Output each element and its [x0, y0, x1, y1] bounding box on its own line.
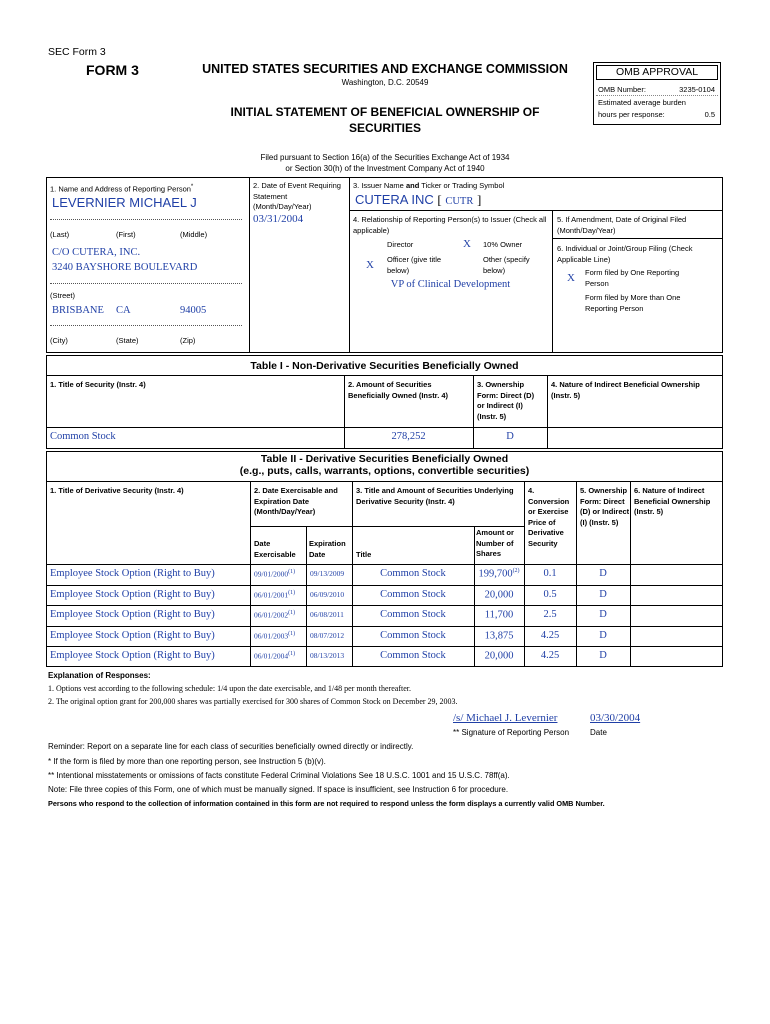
divider [552, 210, 553, 353]
divider [250, 526, 352, 527]
omb-hours: 0.5 [704, 110, 715, 119]
signature-label: ** Signature of Reporting Person [453, 728, 570, 737]
omb-hours-label: hours per response: [598, 110, 665, 119]
page-title: INITIAL STATEMENT OF BENEFICIAL OWNERSHIP OF SECURITIES [230, 105, 540, 135]
t2-form: D [599, 650, 607, 661]
t2-price: 2.5 [543, 609, 557, 620]
officer-label: Officer (give title below) [387, 255, 442, 275]
zip-value: 94005 [180, 305, 207, 316]
t2-underlying: Common Stock [380, 650, 446, 661]
t1-ownership-form: D [506, 431, 514, 442]
table2-title: Table II - Derivative Securities Beneficially Owned [260, 453, 509, 465]
omb-divider [596, 95, 718, 96]
t2-form: D [599, 630, 607, 641]
divider [46, 626, 723, 627]
divider [50, 325, 242, 326]
t2-col-conversion: 4. Conversion or Exercise Price of Derivative Security [528, 486, 570, 548]
city-label: (City) [50, 336, 68, 345]
t2-expiration: 08/07/2012 [310, 631, 345, 640]
t2-form: D [599, 609, 607, 620]
t2-title: Employee Stock Option (Right to Buy) [50, 609, 215, 620]
t2-col-date-exercisable: Date Exercisable [254, 539, 296, 559]
director-label: Director [387, 240, 414, 249]
officer-check: X [366, 259, 374, 271]
t2-title: Employee Stock Option (Right to Buy) [50, 630, 215, 641]
t2-shares: 20,000 [484, 650, 514, 662]
address-line2: 3240 BAYSHORE BOULEVARD [52, 262, 198, 273]
explanation-label: Explanation of Responses: [48, 671, 151, 680]
divider [547, 375, 548, 449]
divider [46, 605, 723, 606]
table2-subtitle: (e.g., puts, calls, warrants, options, convertible securities) [239, 465, 530, 477]
box5-label: 5. If Amendment, Date of Original Filed (Month/Day/Year) [557, 215, 687, 235]
t2-underlying: Common Stock [380, 589, 446, 600]
t2-exercisable: 06/01/2004$^{(1)}$ [254, 651, 296, 661]
t2-exercisable: 06/01/2002$^{(1)}$ [254, 610, 296, 620]
divider [46, 646, 723, 647]
event-date: 03/31/2004 [253, 213, 304, 225]
filing-more-label: Form filed by More than One Reporting Person [585, 293, 681, 313]
t1-amount: 278,252 [391, 431, 426, 442]
state-label: (State) [116, 336, 139, 345]
t2-shares: 13,875 [484, 630, 514, 642]
state-value: CA [116, 305, 131, 316]
t1-col-title: 1. Title of Security (Instr. 4) [50, 380, 146, 389]
last-label: (Last) [50, 230, 70, 239]
divider [250, 481, 251, 667]
t2-underlying: Common Stock [380, 609, 446, 620]
t2-expiration: 09/13/2009 [310, 569, 345, 578]
middle-label: (Middle) [180, 230, 208, 239]
commission-city: Washington, D.C. 20549 [341, 78, 429, 87]
omb-number-label: OMB Number: [598, 85, 646, 94]
t2-expiration: 08/13/2013 [310, 651, 345, 660]
street-label: (Street) [50, 291, 76, 300]
t2-shares: 199,700$^{(2)}$ [478, 568, 520, 580]
t1-col-amount: 2. Amount of Securities Beneficially Owned (Instr. 4) [348, 380, 449, 400]
t2-price: 0.1 [543, 568, 557, 579]
divider [50, 283, 242, 284]
box6-label: 6. Individual or Joint/Group Filing (Check Applicable Line) [557, 244, 693, 264]
t2-shares: 20,000 [484, 589, 514, 601]
t2-col-nature: 6. Nature of Indirect Beneficial Ownership (Instr. 5) [634, 486, 711, 516]
box3-label: 3. Issuer Name and Ticker or Trading Symbol [353, 181, 505, 190]
filing-one-label: Form filed by One Reporting Person [585, 268, 680, 288]
divider [630, 481, 631, 667]
other-label: Other (specify below) [483, 255, 530, 275]
t2-col-expiration: Expiration Date [309, 539, 346, 559]
t2-price: 4.25 [540, 630, 560, 641]
reminder-text: Reminder: Report on a separate line for each class of securities beneficially owned directly or indirectly. [48, 742, 414, 751]
t2-exercisable: 09/01/2000$^{(1)}$ [254, 569, 296, 579]
director-check: X [463, 238, 471, 250]
box1-label: 1. Name and Address of Reporting Person* [50, 184, 194, 194]
t2-underlying: Common Stock [380, 568, 446, 579]
t2-col-dates: 2. Date Exercisable and Expiration Date (Month/Day/Year) [254, 486, 338, 516]
t2-title: Employee Stock Option (Right to Buy) [50, 568, 215, 579]
instruction-b: ** Intentional misstatements or omissions of facts constitute Federal Criminal Violations See 18 U.S.C. 1001 and 15 U.S.C. 78ff(a). [48, 771, 510, 780]
t2-col-shares: Amount or Number of Shares [476, 528, 514, 558]
first-label: (First) [116, 230, 136, 239]
t2-col-underlying-title: Title [356, 550, 372, 559]
filing-one-check: X [567, 272, 575, 284]
box2-label: 2. Date of Event Requiring Statement (Month/Day/Year) [253, 181, 341, 211]
t2-exercisable: 06/01/2003$^{(1)}$ [254, 631, 296, 641]
divider [249, 177, 250, 353]
divider [46, 427, 723, 428]
divider [349, 177, 350, 353]
divider [46, 564, 723, 565]
footnote-1: 1. Options vest according to the following schedule: 1/4 upon the date exercisable, and 1/48 per month thereafter. [48, 684, 412, 693]
t2-expiration: 06/08/2011 [310, 610, 344, 619]
t2-price: 4.25 [540, 650, 560, 661]
ten-percent-owner-label: 10% Owner [483, 240, 523, 249]
t2-form: D [599, 568, 607, 579]
omb-burden-label: Estimated average burden [598, 98, 686, 107]
filed-pursuant-line2: or Section 30(h) of the Investment Company Act of 1940 [285, 164, 485, 173]
omb-number: 3235-0104 [679, 85, 715, 94]
t2-shares: 11,700 [484, 609, 514, 621]
commission-title: UNITED STATES SECURITIES AND EXCHANGE COMMISSION [202, 62, 568, 76]
officer-title: VP of Clinical Development [390, 279, 511, 290]
t2-title: Employee Stock Option (Right to Buy) [50, 589, 215, 600]
zip-label: (Zip) [180, 336, 196, 345]
t2-form: D [599, 589, 607, 600]
filed-pursuant-line1: Filed pursuant to Section 16(a) of the Securities Exchange Act of 1934 [260, 153, 510, 162]
omb-title: OMB APPROVAL [615, 66, 699, 78]
issuer-name: CUTERA INC [ CUTR ] [355, 192, 482, 207]
divider [50, 219, 242, 220]
t2-col-ownership: 5. Ownership Form: Direct (D) or Indirect (I) (Instr. 5) [580, 486, 630, 527]
signature: /s/ Michael J. Levernier [453, 712, 558, 724]
t2-expiration: 06/09/2010 [310, 590, 345, 599]
instruction-a: * If the form is filed by more than one reporting person, see Instruction 5 (b)(v). [48, 757, 326, 766]
date-label: Date [590, 728, 607, 737]
reporting-person-name: LEVERNIER MICHAEL J [52, 195, 197, 210]
signature-date: 03/30/2004 [590, 712, 641, 724]
divider [352, 526, 524, 527]
t1-col-nature: 4. Nature of Indirect Beneficial Ownership (Instr. 5) [551, 380, 700, 400]
divider [552, 238, 723, 239]
address-line1: C/O CUTERA, INC. [52, 247, 141, 258]
t1-col-ownership: 3. Ownership Form: Direct (D) or Indirect (I) (Instr. 5) [477, 380, 535, 421]
instruction-c: Note: File three copies of this Form, one of which must be manually signed. If space is insufficient, see Instruction 6 for procedure. [48, 785, 509, 794]
t2-price: 0.5 [543, 589, 557, 600]
divider [46, 585, 723, 586]
t2-title: Employee Stock Option (Right to Buy) [50, 650, 215, 661]
city-value: BRISBANE [52, 305, 104, 316]
footnote-2: 2. The original option grant for 200,000 shares was partially exercised for 300 shares of Common Stock on December 29, 2003. [48, 697, 458, 706]
t2-col-underlying: 3. Title and Amount of Securities Underlying Derivative Security (Instr. 4) [356, 486, 514, 506]
t1-security-title: Common Stock [50, 431, 116, 442]
t2-col-title: 1. Title of Derivative Security (Instr. 4) [50, 486, 184, 495]
t2-exercisable: 06/01/2001$^{(1)}$ [254, 590, 296, 600]
omb-notice: Persons who respond to the collection of information contained in this form are not required to respond unless the form displays a currently valid OMB Number. [48, 799, 605, 808]
divider [46, 481, 723, 482]
form-number: FORM 3 [86, 62, 139, 78]
divider [46, 375, 723, 376]
divider [349, 210, 723, 211]
box4-label: 4. Relationship of Reporting Person(s) to Issuer (Check all applicable) [353, 215, 547, 235]
sec-form-label: SEC Form 3 [48, 46, 106, 58]
table1-title: Table I - Non-Derivative Securities Beneficially Owned [250, 360, 519, 372]
t2-underlying: Common Stock [380, 630, 446, 641]
